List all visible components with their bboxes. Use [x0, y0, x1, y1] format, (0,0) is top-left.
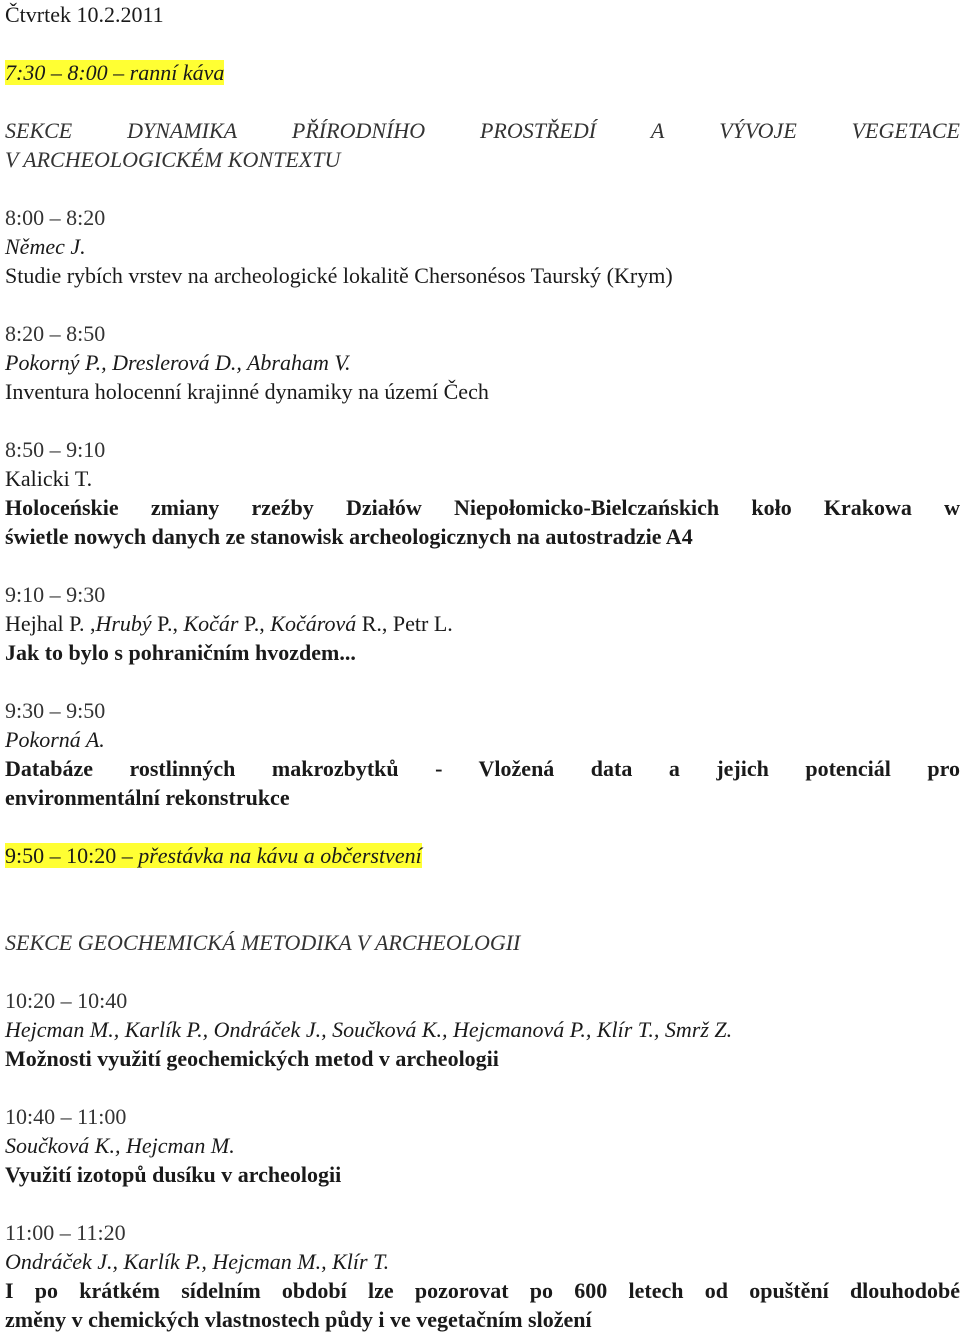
talk-time: 10:20 – 10:40 — [5, 988, 128, 1013]
talk-authors: Kalicki T. — [5, 466, 93, 491]
talk-authors: Hejcman M., Karlík P., Ondráček J., Součková K., Hejcmanová P., Klír T., Smrž Z. — [5, 1017, 733, 1042]
talk-time: 9:30 – 9:50 — [5, 698, 106, 723]
section1-word: PŘÍRODNÍHO — [291, 118, 426, 143]
section1-title-line1 — [5, 116, 960, 145]
coffee-break-line — [5, 841, 960, 870]
talk-title: Jak to bylo s pohraničním hvozdem... — [5, 640, 356, 665]
section2-title: SEKCE GEOCHEMICKÁ METODIKA V ARCHEOLOGII — [5, 930, 521, 955]
section1-word: VEGETACE — [851, 118, 960, 143]
talk-title-line2: environmentální rekonstrukce — [5, 785, 290, 810]
date-heading: Čtvrtek 10.2.2011 — [5, 2, 164, 27]
talk-title-line2: změny v chemických vlastnostech půdy i ve vegetačním složení — [5, 1307, 592, 1332]
coffee-break-label: přestávka na kávu a občerstvení — [138, 843, 422, 868]
section1-word: DYNAMIKA — [127, 118, 238, 143]
section1-title-line2: V ARCHEOLOGICKÉM KONTEXTU — [5, 147, 341, 172]
coffee-break-time: 9:50 – 10:20 – — [5, 843, 139, 868]
author-part: Kočárová — [270, 611, 357, 636]
program-document — [5, 0, 960, 1334]
author-part: Hrubý — [95, 611, 152, 636]
talk-authors: Ondráček J., Karlík P., Hejcman M., Klír T. — [5, 1249, 390, 1274]
talk-title-line1 — [5, 1276, 960, 1305]
talk-title-line1 — [5, 754, 960, 783]
talk-title-text: Databáze rostlinných makrozbytků - Vložená data a jejich potenciál pro — [5, 756, 960, 781]
talk-time: 9:10 – 9:30 — [5, 582, 106, 607]
author-part: Kočár — [183, 611, 239, 636]
talk-authors — [5, 609, 960, 638]
talk-title-text: I po krátkém sídelním období lze pozorovat po 600 letech od opuštění dlouhodobé — [5, 1278, 960, 1303]
talk-time: 8:00 – 8:20 — [5, 205, 106, 230]
talk-time: 8:20 – 8:50 — [5, 321, 106, 346]
section1-word: A — [650, 118, 665, 143]
talk-title-line1 — [5, 493, 960, 522]
talk-time: 11:00 – 11:20 — [5, 1220, 126, 1245]
section1-word: SEKCE — [5, 118, 73, 143]
talk-authors: Pokorný P., Dreslerová D., Abraham V. — [5, 350, 351, 375]
talk-authors: Němec J. — [5, 234, 86, 259]
author-part: Hejhal P. , — [5, 611, 96, 636]
section1-word: PROSTŘEDÍ — [479, 118, 597, 143]
talk-authors: Pokorná A. — [5, 727, 105, 752]
talk-title-line2: świetle nowych danych ze stanowisk archeologicznych na autostradzie A4 — [5, 524, 693, 549]
talk-title: Inventura holocenní krajinné dynamiky na území Čech — [5, 379, 489, 404]
breakfast-highlight: 7:30 – 8:00 – ranní káva — [5, 60, 225, 85]
talk-time: 10:40 – 11:00 — [5, 1104, 127, 1129]
section1-word: VÝVOJE — [719, 118, 797, 143]
talk-authors: Součková K., Hejcman M. — [5, 1133, 235, 1158]
breakfast-line — [5, 58, 960, 87]
coffee-break-highlight — [5, 843, 422, 868]
author-part: P., — [151, 611, 184, 636]
talk-title: Studie rybích vrstev na archeologické lokalitě Chersonésos Taurský (Krym) — [5, 263, 673, 288]
talk-title: Možnosti využití geochemických metod v archeologii — [5, 1046, 499, 1071]
author-part: P., — [238, 611, 271, 636]
talk-title-text: Holoceńskie zmiany rzeźby Działów Niepołomicko-Bielczańskich koło Krakowa w — [5, 495, 960, 520]
section1-words — [5, 116, 960, 145]
talk-title: Využití izotopů dusíku v archeologii — [5, 1162, 342, 1187]
talk-time: 8:50 – 9:10 — [5, 437, 106, 462]
author-part: R., Petr L. — [356, 611, 453, 636]
